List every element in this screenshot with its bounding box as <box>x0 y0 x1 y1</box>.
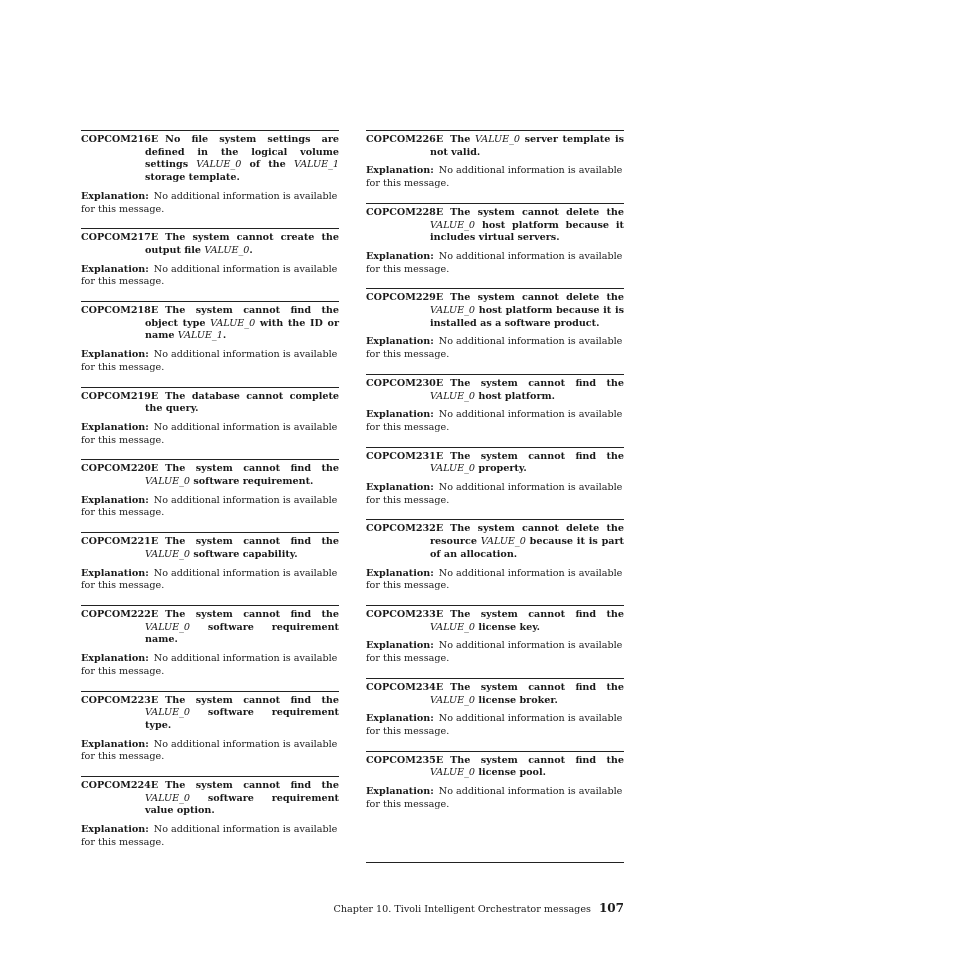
message-heading <box>81 695 339 733</box>
message-variable: VALUE_0 <box>204 244 250 256</box>
message-heading <box>81 536 339 561</box>
message-code: COPCOM232E <box>366 523 444 535</box>
explanation-text: No additional information is available for this message. <box>366 482 623 506</box>
message-explanation <box>366 336 624 361</box>
message-entry <box>366 751 624 812</box>
message-variable: VALUE_0 <box>145 548 191 560</box>
message-code: COPCOM234E <box>366 681 444 693</box>
explanation-label: Explanation: <box>366 409 434 421</box>
message-variable: VALUE_0 <box>196 159 242 171</box>
message-heading <box>366 609 624 634</box>
message-text: The system cannot find the <box>165 463 339 475</box>
message-text: property. <box>475 463 527 475</box>
message-entry <box>366 447 624 508</box>
message-entry <box>81 776 339 850</box>
message-variable: VALUE_0 <box>210 317 256 329</box>
message-text: The system cannot find the <box>450 450 624 462</box>
message-entry <box>366 288 624 362</box>
message-code: COPCOM220E <box>81 463 159 475</box>
message-code: COPCOM228E <box>366 206 444 218</box>
message-variable: VALUE_1 <box>293 159 340 171</box>
explanation-label: Explanation: <box>81 738 149 750</box>
message-explanation <box>366 482 624 507</box>
message-variable: VALUE_0 <box>145 621 191 633</box>
message-explanation <box>81 824 339 849</box>
message-text: software requirement. <box>190 476 314 488</box>
message-variable: VALUE_0 <box>475 134 521 145</box>
message-explanation <box>366 409 624 434</box>
explanation-label: Explanation: <box>366 336 434 348</box>
message-heading <box>81 134 339 185</box>
message-text: host platform because it includes virtual servers. <box>430 219 624 244</box>
message-text: . <box>222 330 227 342</box>
message-entry <box>81 605 339 679</box>
message-text: The database cannot complete the query. <box>145 390 339 415</box>
message-text: license key. <box>475 621 541 633</box>
message-entry <box>81 387 339 448</box>
explanation-label: Explanation: <box>366 640 434 652</box>
message-variable: VALUE_0 <box>430 463 476 475</box>
message-entry <box>366 203 624 277</box>
message-code: COPCOM219E <box>81 390 159 402</box>
message-heading <box>366 207 624 245</box>
message-explanation <box>81 568 339 593</box>
message-entry <box>81 532 339 593</box>
message-code: COPCOM223E <box>81 694 159 706</box>
message-explanation <box>366 568 624 593</box>
message-variable: VALUE_0 <box>145 792 191 804</box>
message-heading <box>81 391 339 416</box>
message-entry <box>366 605 624 666</box>
explanation-text: No additional information is available for this message. <box>366 786 623 810</box>
message-text: The system cannot delete the resource <box>430 523 624 548</box>
explanation-label: Explanation: <box>81 653 149 665</box>
message-entry <box>81 691 339 765</box>
explanation-text: No additional information is available for this message. <box>366 336 623 361</box>
explanation-text: No additional information is available for this message. <box>81 190 338 215</box>
message-heading <box>81 305 339 343</box>
message-explanation <box>366 713 624 738</box>
message-heading <box>366 523 624 561</box>
message-text: storage template. <box>145 172 240 184</box>
message-text: of the <box>241 159 294 171</box>
message-explanation <box>81 653 339 678</box>
message-variable: VALUE_1 <box>177 330 223 342</box>
message-explanation <box>81 739 339 764</box>
message-explanation <box>366 786 624 811</box>
message-text: The system cannot delete the <box>450 206 624 218</box>
message-heading <box>366 755 624 780</box>
message-text: The system cannot find the <box>450 681 624 693</box>
message-text: software requirement type. <box>145 707 339 731</box>
message-heading <box>81 232 339 257</box>
explanation-text: No additional information is available for this message. <box>81 738 338 763</box>
message-heading <box>366 134 624 159</box>
message-code: COPCOM224E <box>81 780 159 792</box>
message-text: The system cannot find the <box>165 694 339 706</box>
explanation-label: Explanation: <box>81 567 149 579</box>
message-entry <box>81 459 339 520</box>
message-explanation <box>366 640 624 665</box>
message-text: license pool. <box>475 767 546 779</box>
message-entry <box>366 130 624 191</box>
message-variable: VALUE_0 <box>430 621 476 633</box>
message-explanation <box>81 495 339 520</box>
message-code: COPCOM230E <box>366 377 444 389</box>
message-heading <box>81 609 339 647</box>
message-text: The system cannot find the <box>450 377 624 389</box>
explanation-label: Explanation: <box>81 494 149 506</box>
explanation-text: No additional information is available for this message. <box>81 263 338 288</box>
message-text: No file system settings are defined in the logical volume settings <box>145 134 339 171</box>
message-text: host platform. <box>475 390 556 402</box>
message-code: COPCOM222E <box>81 608 159 620</box>
message-variable: VALUE_0 <box>480 536 526 548</box>
explanation-text: No additional information is available for this message. <box>366 713 623 737</box>
message-text: The system cannot find the object type <box>145 305 339 329</box>
message-heading <box>366 451 624 476</box>
message-entry <box>366 678 624 739</box>
message-text: The <box>450 134 475 145</box>
explanation-label: Explanation: <box>366 567 434 579</box>
message-variable: VALUE_0 <box>145 476 191 488</box>
explanation-label: Explanation: <box>81 824 149 836</box>
message-text: host platform because it is installed as a software product. <box>430 305 624 329</box>
explanation-text: No additional information is available for this message. <box>366 165 623 190</box>
message-text: . <box>249 244 253 256</box>
message-text: server template is not valid. <box>430 134 624 158</box>
message-code: COPCOM231E <box>366 450 444 462</box>
message-text: with the ID or name <box>145 317 339 342</box>
message-heading <box>366 292 624 330</box>
explanation-label: Explanation: <box>81 263 149 275</box>
message-code: COPCOM226E <box>366 134 444 145</box>
explanation-label: Explanation: <box>81 421 149 433</box>
message-code: COPCOM235E <box>366 754 444 766</box>
message-code: COPCOM233E <box>366 608 444 620</box>
message-text: The system cannot find the <box>450 608 624 620</box>
message-variable: VALUE_0 <box>145 707 191 719</box>
message-code: COPCOM216E <box>81 134 159 145</box>
explanation-label: Explanation: <box>366 165 434 177</box>
message-explanation <box>81 349 339 374</box>
explanation-label: Explanation: <box>366 786 434 798</box>
message-text: The system cannot find the <box>165 780 339 792</box>
message-text: because it is part of an allocation. <box>430 536 624 560</box>
message-text: The system cannot find the <box>165 536 339 548</box>
explanation-label: Explanation: <box>81 190 149 202</box>
message-explanation <box>81 191 339 216</box>
message-text: The system cannot find the <box>165 608 339 620</box>
page-number: 107 <box>598 901 624 915</box>
message-explanation <box>81 422 339 447</box>
message-explanation <box>366 165 624 190</box>
message-explanation <box>366 251 624 276</box>
explanation-text: No additional information is available for this message. <box>81 421 338 446</box>
explanation-label: Explanation: <box>366 713 434 725</box>
message-variable: VALUE_0 <box>430 219 476 231</box>
explanation-text: No additional information is available for this message. <box>366 409 623 433</box>
message-heading <box>81 780 339 818</box>
message-entry <box>81 130 339 216</box>
message-text: software requirement name. <box>145 621 339 646</box>
message-code: COPCOM217E <box>81 232 159 244</box>
message-text: license broker. <box>475 694 558 706</box>
explanation-text: No additional information is available for this message. <box>366 250 623 275</box>
footer-chapter: Chapter 10. Tivoli Intelligent Orchestrator messages <box>333 904 591 915</box>
explanation-text: No additional information is available for this message. <box>81 567 338 592</box>
explanation-label: Explanation: <box>366 482 434 494</box>
page-footer <box>334 901 625 915</box>
message-entry <box>366 374 624 435</box>
message-code: COPCOM218E <box>81 305 159 317</box>
right-message-column <box>366 130 624 823</box>
message-code: COPCOM221E <box>81 536 159 548</box>
explanation-text: No additional information is available for this message. <box>81 349 338 373</box>
message-text: software capability. <box>190 548 298 560</box>
message-text: The system cannot find the <box>450 754 624 766</box>
message-text: The system cannot create the output file <box>145 232 339 256</box>
message-entry <box>81 228 339 289</box>
message-code: COPCOM229E <box>366 292 444 304</box>
explanation-text: No additional information is available for this message. <box>81 653 338 677</box>
message-variable: VALUE_0 <box>430 390 476 402</box>
explanation-text: No additional information is available for this message. <box>366 640 623 665</box>
explanation-text: No additional information is available for this message. <box>81 824 338 848</box>
message-text: software requirement value option. <box>145 792 339 817</box>
explanation-label: Explanation: <box>366 250 434 262</box>
explanation-label: Explanation: <box>81 349 149 361</box>
message-variable: VALUE_0 <box>430 767 476 779</box>
explanation-text: No additional information is available for this message. <box>81 494 338 519</box>
message-variable: VALUE_0 <box>430 694 476 706</box>
message-heading <box>366 682 624 707</box>
left-message-column <box>81 130 339 862</box>
message-heading <box>81 463 339 488</box>
message-text: The system cannot delete the <box>450 292 624 304</box>
message-explanation <box>81 264 339 289</box>
end-rule <box>366 862 624 863</box>
message-entry <box>366 519 624 593</box>
explanation-text: No additional information is available for this message. <box>366 567 623 592</box>
message-heading <box>366 378 624 403</box>
message-variable: VALUE_0 <box>430 305 476 317</box>
message-entry <box>81 301 339 375</box>
